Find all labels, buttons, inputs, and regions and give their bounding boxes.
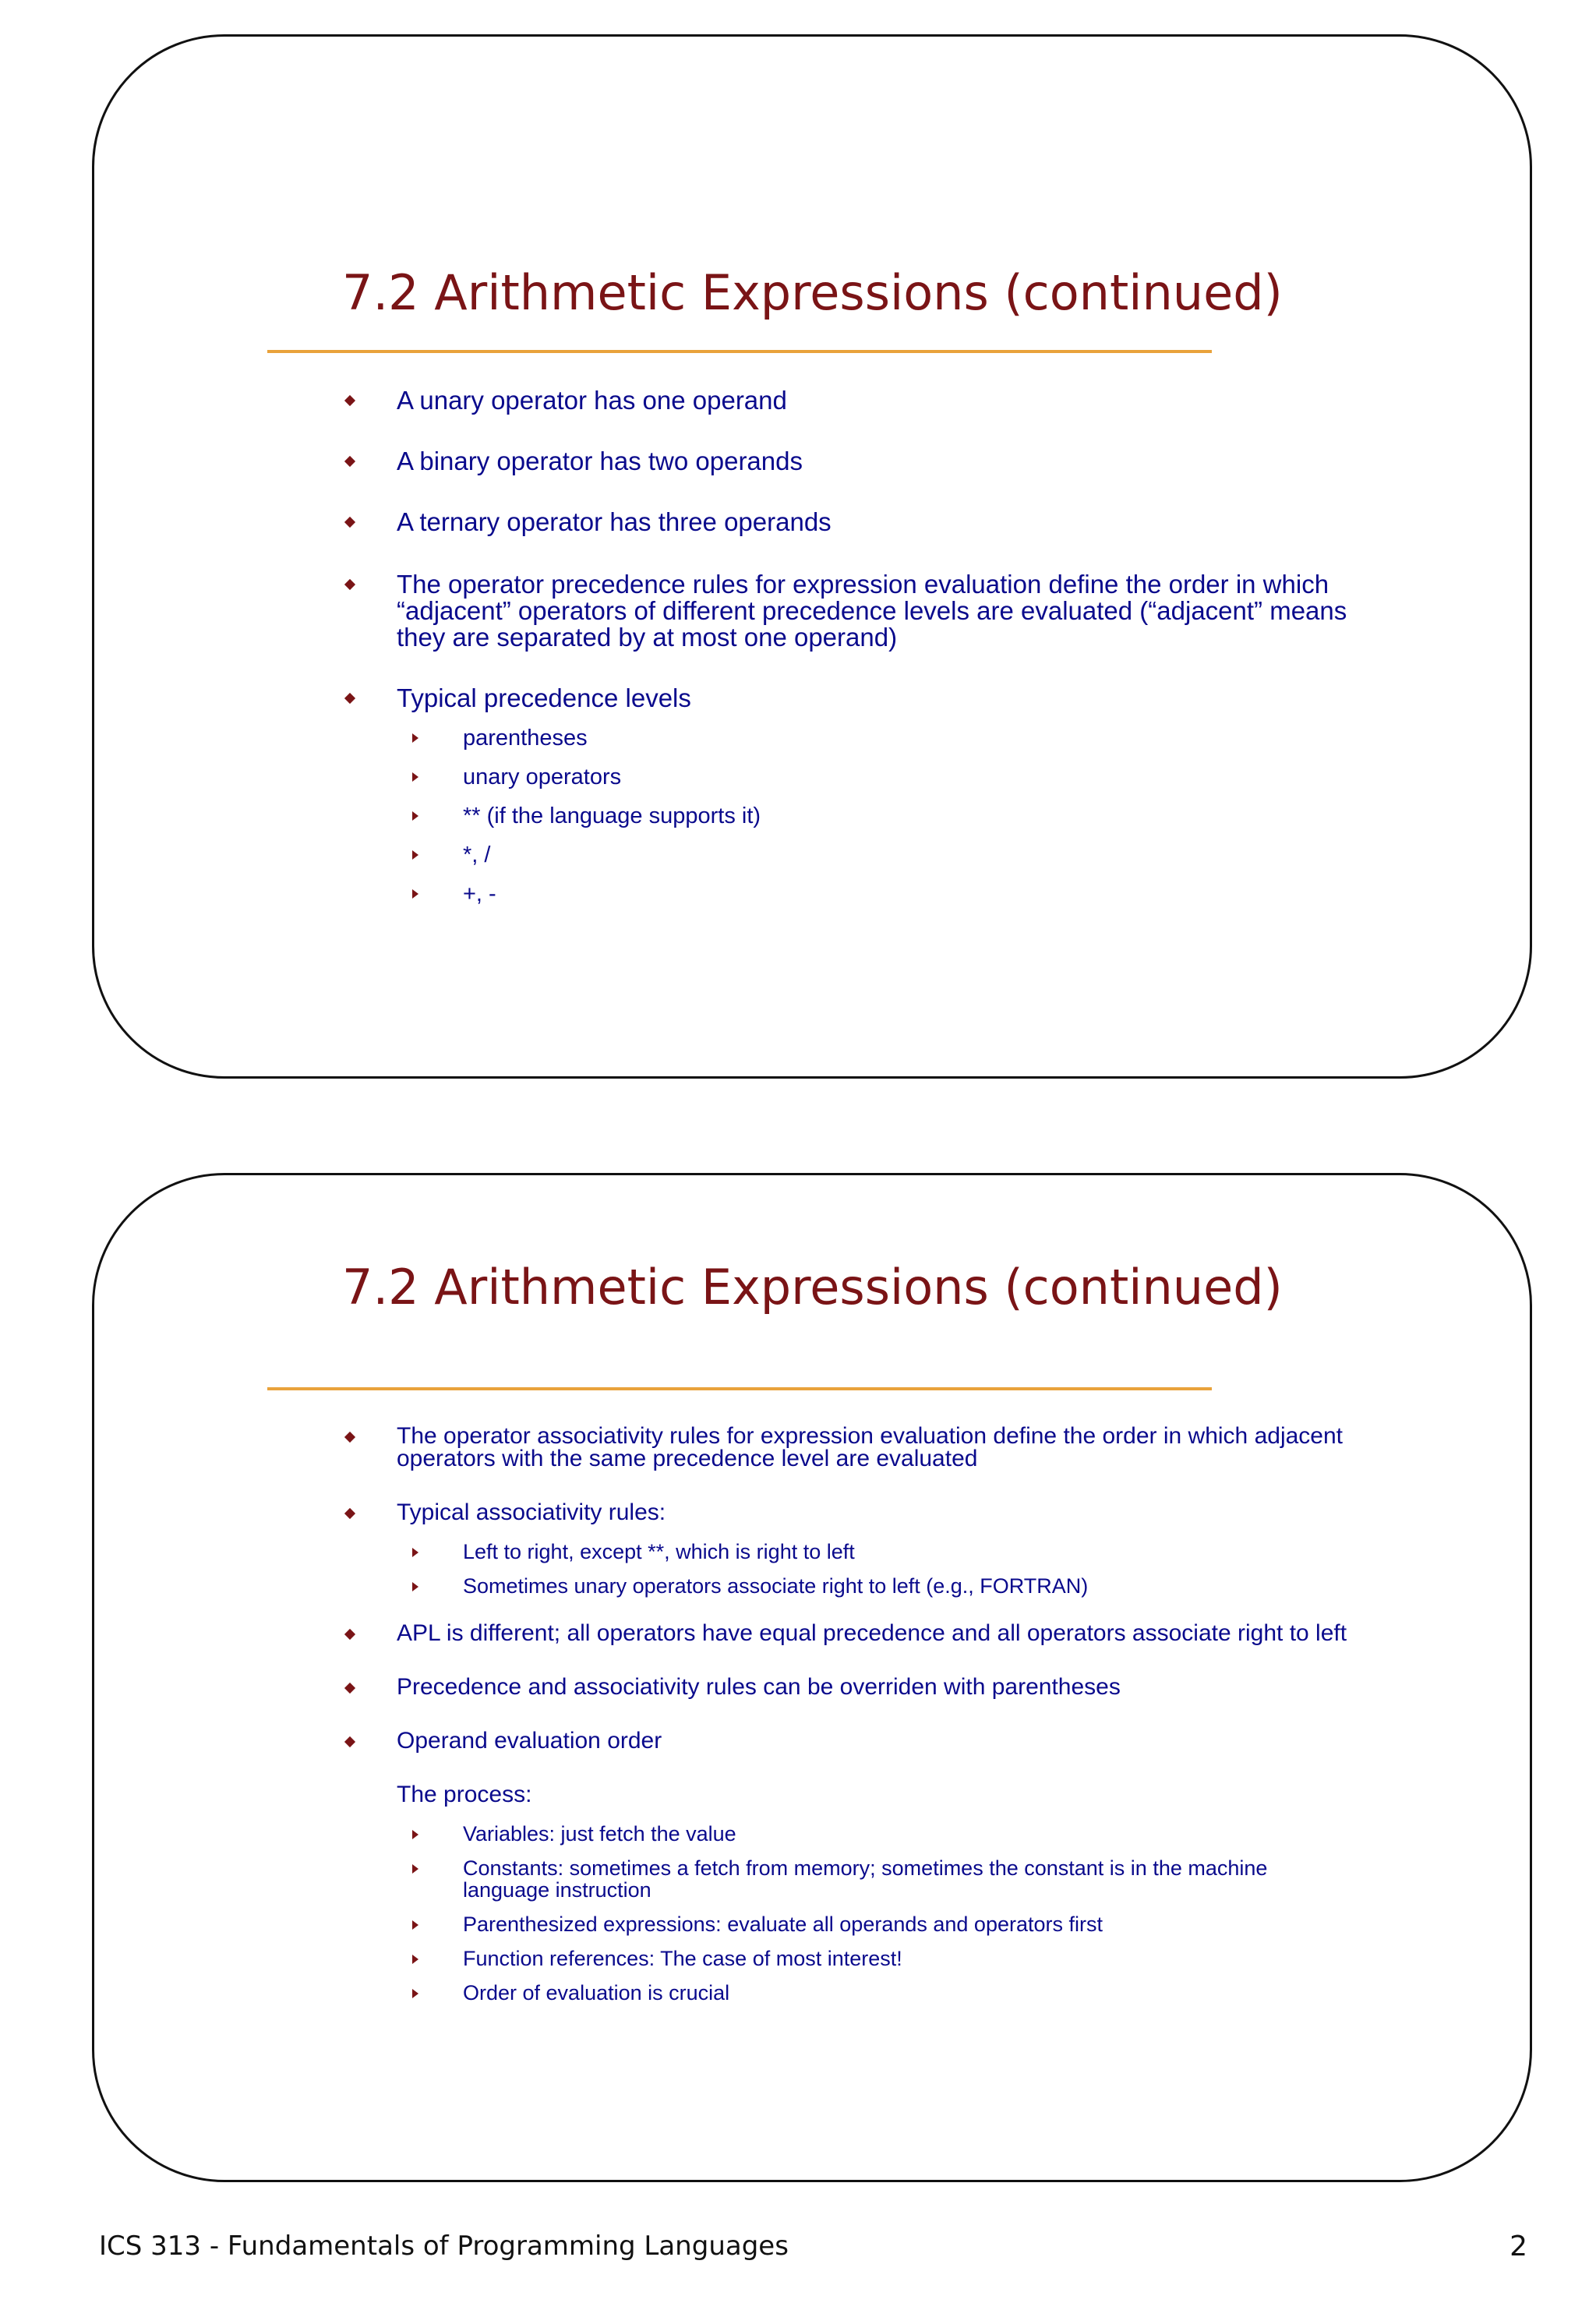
sub-bullet-text: Sometimes unary operators associate right to left (e.g., FORTRAN) [463,1574,1089,1598]
bullet-text: Typical associativity rules: [397,1499,666,1525]
bullet-item [342,509,1355,535]
sub-bullet-text: ** (if the language supports it) [463,804,761,828]
bullet-item [342,571,1355,651]
slide-content [342,387,1355,906]
diamond-bullet-icon [344,1683,355,1694]
bullet-item [342,1425,1355,1470]
diamond-bullet-icon [344,1432,355,1443]
sub-bullet-item [342,842,1355,867]
triangle-bullet-icon [412,1955,418,1964]
sub-bullet-text: Constants: sometimes a fetch from memory; sometimes the constant is in the machine language instruction [463,1856,1268,1902]
bullet-item [342,1676,1355,1698]
footer-course: ICS 313 - Fundamentals of Programming Languages [99,2231,789,2262]
sub-bullet-text: Left to right, except **, which is right to left [463,1540,855,1563]
diamond-bullet-icon [344,395,355,406]
bullet-item [342,387,1355,414]
diamond-bullet-icon [344,1629,355,1640]
sub-bullet-text: Order of evaluation is crucial [463,1981,730,2004]
sub-bullet-item [342,881,1355,906]
bullet-text: A binary operator has two operands [397,447,803,475]
diamond-bullet-icon [344,579,355,590]
triangle-bullet-icon [412,1989,418,1998]
triangle-bullet-icon [412,772,418,782]
bullet-text: Typical precedence levels [397,683,691,712]
sub-bullet-text: *, / [463,842,491,867]
slide-title: 7.2 Arithmetic Expressions (continued) [342,264,1283,321]
sub-bullet-item [342,1982,1355,2004]
sub-bullet-item [342,1575,1355,1597]
slide-title: 7.2 Arithmetic Expressions (continued) [342,1259,1283,1316]
sub-bullet-item [342,1857,1355,1901]
bullet-text: Operand evaluation order [397,1728,662,1754]
sub-bullet-text: Parenthesized expressions: evaluate all operands and operators first [463,1913,1103,1936]
bullet-text: APL is different; all operators have equal precedence and all operators associate right to left [397,1620,1347,1646]
sub-bullet-item [342,1913,1355,1935]
bullet-item [342,1729,1355,1752]
triangle-bullet-icon [412,850,418,860]
page-number: 2 [1509,2231,1527,2262]
diamond-bullet-icon [344,456,355,467]
triangle-bullet-icon [412,811,418,821]
triangle-bullet-icon [412,1582,418,1591]
diamond-bullet-icon [344,693,355,704]
sub-bullet-text: Variables: just fetch the value [463,1822,736,1846]
sub-bullet-text: unary operators [463,765,622,789]
triangle-bullet-icon [412,1920,418,1930]
sub-bullet-item [342,726,1355,751]
sub-bullet-item [342,1541,1355,1563]
sub-bullet-item [342,804,1355,828]
bullet-item [342,1501,1355,1524]
slide-2 [92,1173,1532,2182]
triangle-bullet-icon [412,889,418,899]
triangle-bullet-icon [412,1864,418,1874]
sub-bullet-text: Function references: The case of most interest! [463,1947,902,1970]
bullet-item [342,685,1355,712]
title-rule [267,1387,1212,1390]
slide-1 [92,34,1532,1079]
sub-bullet-item [342,1823,1355,1845]
sub-bullet-text: parentheses [463,726,588,751]
sub-bullet-text: +, - [463,881,496,906]
diamond-bullet-icon [344,517,355,528]
slide-content [342,1425,1355,2004]
triangle-bullet-icon [412,733,418,743]
diamond-bullet-icon [344,1508,355,1519]
process-label: The process: [397,1782,532,1807]
triangle-bullet-icon [412,1830,418,1839]
diamond-bullet-icon [344,1736,355,1747]
bullet-text: The operator precedence rules for expression evaluation define the order in which “adjacent” operators of different precedence levels are evaluated (“adjacent” means they are separated by at most one operand) [397,570,1347,652]
bullet-item [342,448,1355,475]
bullet-text: A ternary operator has three operands [397,507,832,536]
sub-bullet-item [342,765,1355,789]
title-rule [267,350,1212,353]
bullet-text: A unary operator has one operand [397,386,787,415]
bullet-text: Precedence and associativity rules can be overriden with parentheses [397,1674,1121,1700]
bullet-item [342,1622,1355,1644]
sub-bullet-item [342,1948,1355,1969]
triangle-bullet-icon [412,1548,418,1557]
bullet-text: The operator associativity rules for expression evaluation define the order in which adjacent operators with the same precedence level are evaluated [397,1423,1344,1471]
